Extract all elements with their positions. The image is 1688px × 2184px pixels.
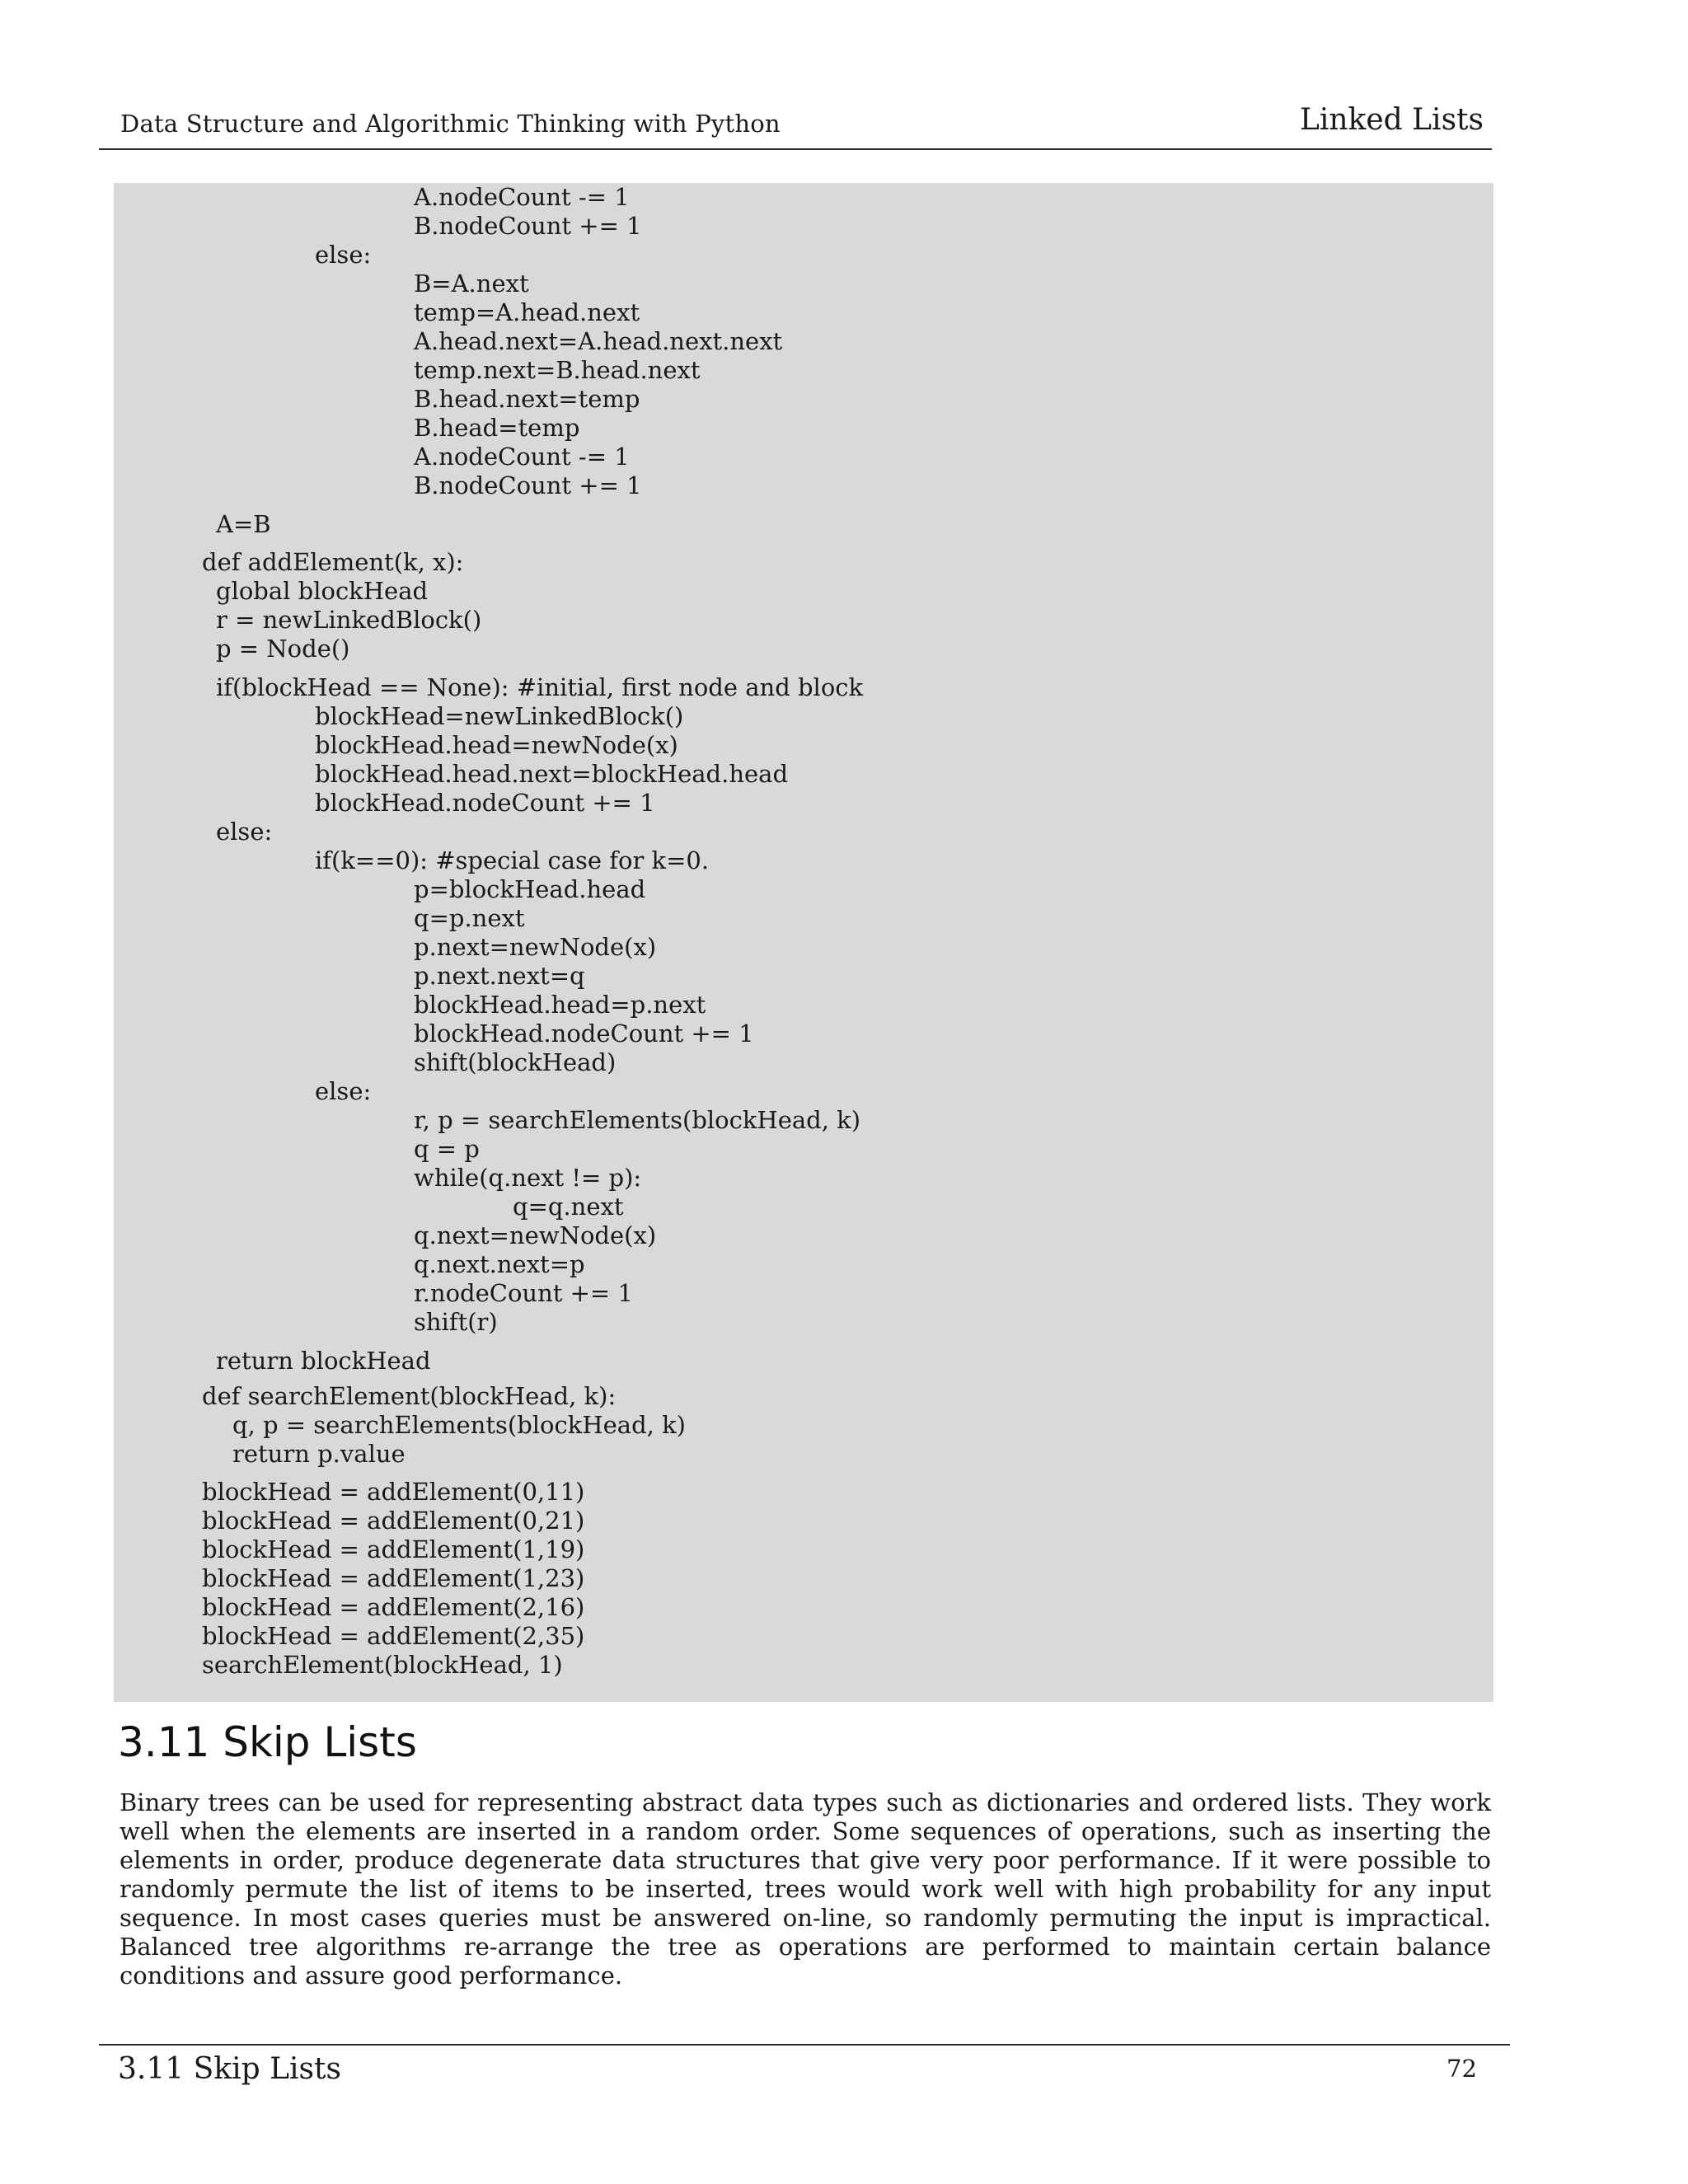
code-line: blockHead.head.next=blockHead.head — [315, 760, 789, 788]
code-line: while(q.next != p): — [414, 1164, 642, 1192]
code-line: blockHead = addElement(0,21) — [202, 1507, 585, 1535]
code-line: searchElement(blockHead, 1) — [202, 1651, 563, 1679]
code-line: return blockHead — [216, 1347, 431, 1375]
code-block — [114, 183, 1493, 1702]
code-line: q.next=newNode(x) — [414, 1221, 657, 1249]
code-line: B.nodeCount += 1 — [414, 212, 642, 240]
code-line: q = p — [414, 1135, 480, 1163]
book-title: Data Structure and Algorithmic Thinking with Python — [120, 110, 781, 138]
code-line: global blockHead — [216, 577, 429, 605]
code-line: A.nodeCount -= 1 — [414, 183, 630, 211]
code-line: if(k==0): #special case for k=0. — [315, 846, 710, 874]
code-line: q=p.next — [414, 904, 525, 932]
page-number: 72 — [1447, 2055, 1477, 2083]
code-line: def searchElement(blockHead, k): — [202, 1382, 617, 1410]
code-line: blockHead = addElement(1,19) — [202, 1535, 585, 1563]
code-line: q=q.next — [513, 1193, 624, 1221]
code-line: blockHead.head=p.next — [414, 991, 706, 1019]
code-line: blockHead.head=newNode(x) — [315, 731, 678, 759]
code-line: r.nodeCount += 1 — [414, 1279, 633, 1307]
code-line: A.nodeCount -= 1 — [414, 443, 630, 471]
code-line: return p.value — [232, 1440, 406, 1468]
code-line: else: — [315, 1077, 372, 1105]
code-line: B.head.next=temp — [414, 385, 640, 413]
code-line: r, p = searchElements(blockHead, k) — [414, 1106, 861, 1134]
code-line: if(blockHead == None): #initial, first node and block — [216, 673, 864, 701]
code-line: blockHead = addElement(0,11) — [202, 1478, 585, 1506]
header-rule — [99, 148, 1492, 150]
code-line: shift(r) — [414, 1308, 498, 1336]
code-line: blockHead.nodeCount += 1 — [414, 1019, 754, 1047]
code-line: blockHead = addElement(2,16) — [202, 1593, 585, 1621]
code-line: B.nodeCount += 1 — [414, 471, 642, 499]
code-line: blockHead=newLinkedBlock() — [315, 702, 684, 730]
code-line: blockHead.nodeCount += 1 — [315, 789, 655, 817]
body-paragraph: Binary trees can be used for representing abstract data types such as dictionaries and ordered lists. They work well when the elements are inserted in a random order. Some sequences of operations, such as inserting the elements in order, produce degenerate data structures that give very poor performance. If it were possible to randomly permute the list of items to be inserted, trees would work well with high probability for any input sequence. In most cases queries must be answered on-line, so randomly permuting the input is impractical. Balanced tree algorithms re-arrange the tree as operations are performed to maintain certain balance conditions and assure good performance. — [120, 1788, 1491, 1990]
code-line: shift(blockHead) — [414, 1048, 617, 1076]
footer-rule — [99, 2044, 1510, 2046]
running-header — [99, 103, 1500, 149]
code-line: A=B — [216, 510, 271, 538]
code-line: def addElement(k, x): — [202, 548, 464, 576]
code-line: else: — [216, 818, 273, 846]
code-line: B.head=temp — [414, 414, 580, 442]
code-line: p.next.next=q — [414, 962, 585, 990]
code-line: temp=A.head.next — [414, 298, 640, 326]
footer-section-label: 3.11 Skip Lists — [118, 2052, 341, 2086]
code-line: r = newLinkedBlock() — [216, 606, 482, 634]
code-line: p=blockHead.head — [414, 875, 646, 903]
code-line: B=A.next — [414, 269, 529, 298]
code-line: q.next.next=p — [414, 1250, 585, 1278]
section-heading: 3.11 Skip Lists — [118, 1718, 417, 1766]
chapter-title: Linked Lists — [1299, 103, 1484, 137]
code-line: p.next=newNode(x) — [414, 933, 657, 961]
code-line: p = Node() — [216, 635, 350, 663]
code-line: blockHead = addElement(1,23) — [202, 1564, 585, 1592]
code-line: blockHead = addElement(2,35) — [202, 1622, 585, 1650]
code-line: else: — [315, 241, 372, 269]
code-line: temp.next=B.head.next — [414, 356, 701, 384]
code-line: A.head.next=A.head.next.next — [414, 327, 783, 355]
code-line: q, p = searchElements(blockHead, k) — [232, 1411, 686, 1439]
